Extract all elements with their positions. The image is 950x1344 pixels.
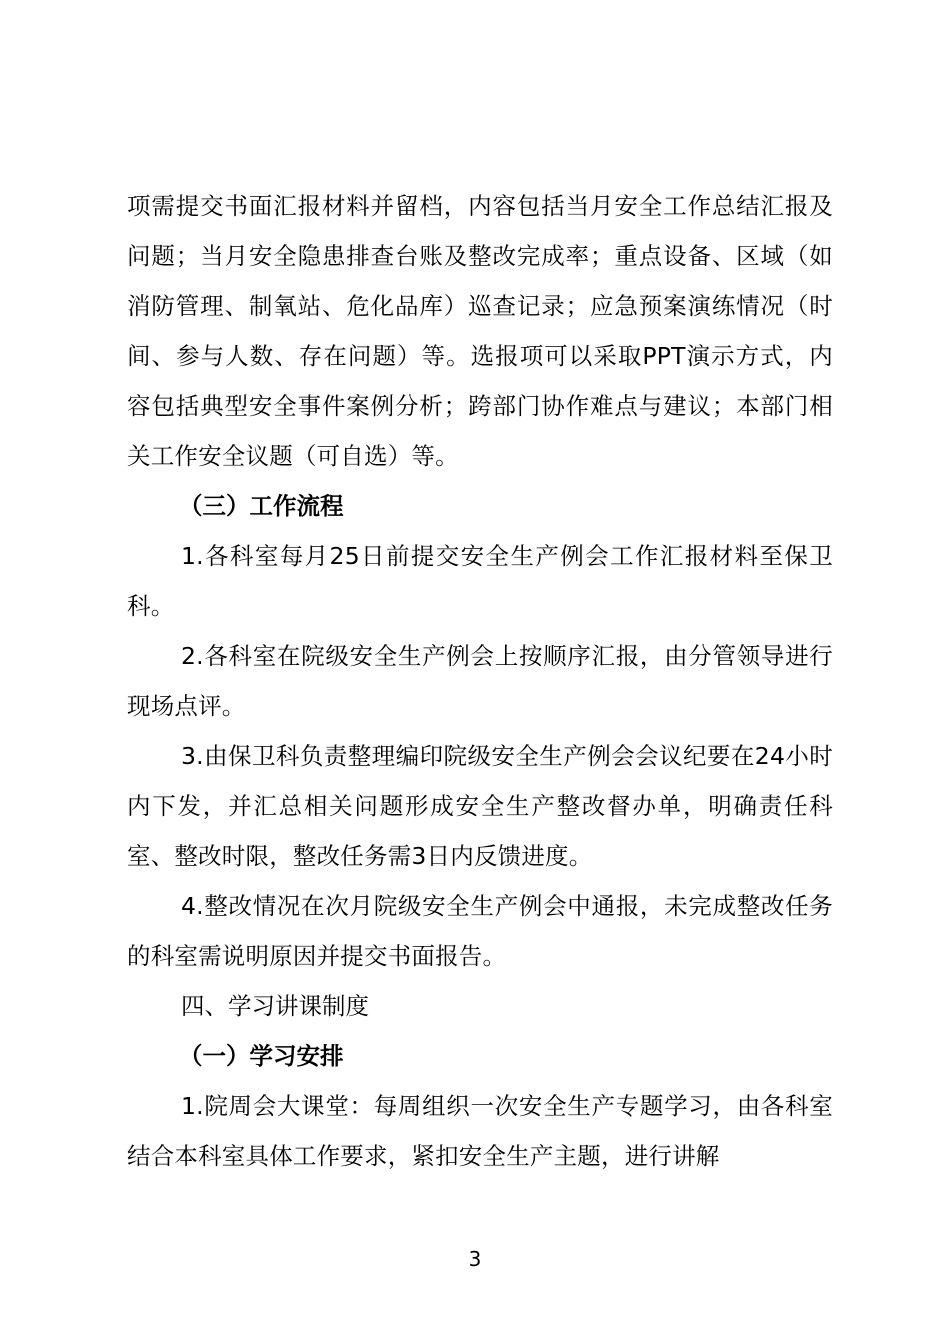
document-body — [127, 181, 833, 1181]
paragraph-report-content: 项需提交书面汇报材料并留档，内容包括当月安全工作总结汇报及问题；当月安全隐患排查台账及整改完成率；重点设备、区域（如消防管理、制氧站、危化品库）巡查记录；应急预案演练情况（时间、参与人数、存在问题）等。选报项可以采取PPT演示方式，内容包括典型安全事件案例分析；跨部门协作难点与建议；本部门相关工作安全议题（可自选）等。 — [127, 192, 833, 470]
section-title-study-system: 四、学习讲课制度 — [181, 992, 369, 1020]
page-number: 3 — [468, 1247, 482, 1271]
paragraph-study-item-1: 1.院周会大课堂：每周组织一次安全生产专题学习，由各科室结合本科室具体工作要求，紧扣安全生产主题，进行讲解 — [127, 1092, 833, 1170]
heading-work-process: （三）工作流程 — [179, 492, 344, 520]
paragraph-process-step-1: 1.各科室每月25日前提交安全生产例会工作汇报材料至保卫科。 — [127, 542, 833, 620]
paragraph-process-step-4: 4.整改情况在次月院级安全生产例会中通报，未完成整改任务的科室需说明原因并提交书面报告。 — [127, 892, 833, 970]
paragraph-process-step-2: 2.各科室在院级安全生产例会上按顺序汇报，由分管领导进行现场点评。 — [127, 642, 833, 720]
paragraph-process-step-3: 3.由保卫科负责整理编印院级安全生产例会会议纪要在24小时内下发，并汇总相关问题形成安全生产整改督办单，明确责任科室、整改时限，整改任务需3日内反馈进度。 — [127, 742, 833, 870]
heading-study-arrangement: （一）学习安排 — [179, 1042, 344, 1070]
